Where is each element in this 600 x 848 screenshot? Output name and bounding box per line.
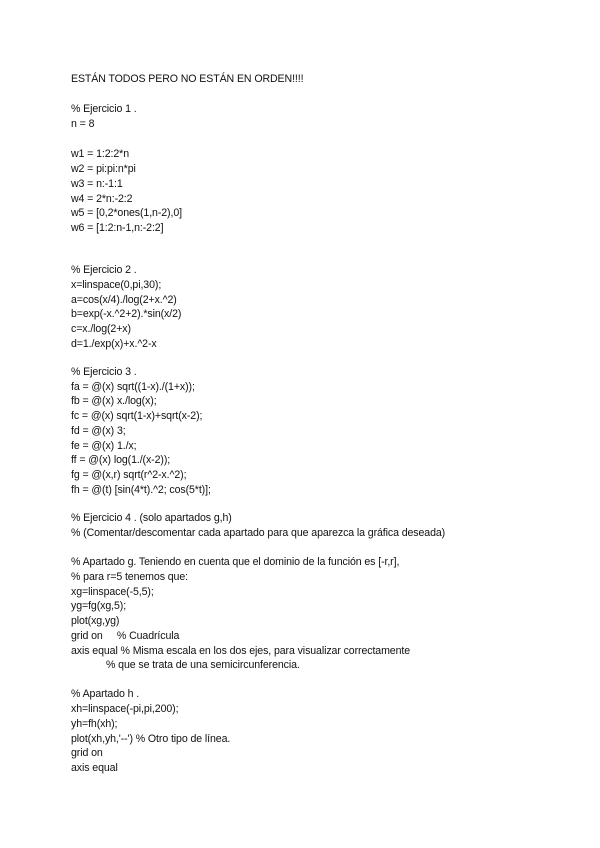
code-line: axis equal % Misma escala en los dos ejes, para visualizar correctamente: [71, 645, 411, 657]
code-line: plot(xh,yh,'--') % Otro tipo de línea.: [71, 733, 231, 745]
code-line: yh=fh(xh);: [71, 718, 118, 730]
code-line: w6 = [1:2:n-1,n:-2:2]: [71, 222, 164, 234]
code-line: fb = @(x) x./log(x);: [71, 395, 157, 407]
code-line: n = 8: [71, 118, 95, 130]
code-line: axis equal: [71, 762, 118, 774]
code-line: w1 = 1:2:2*n: [71, 148, 129, 160]
code-line: w2 = pi:pi:n*pi: [71, 163, 136, 175]
ex3-heading: % Ejercicio 3 .: [71, 366, 137, 378]
code-line: yg=fg(xg,5);: [71, 600, 127, 612]
code-line: % Apartado h .: [71, 688, 140, 700]
code-line: fc = @(x) sqrt(1-x)+sqrt(x-2);: [71, 410, 203, 422]
code-line: fd = @(x) 3;: [71, 425, 126, 437]
code-line: fg = @(x,r) sqrt(r^2-x.^2);: [71, 469, 187, 481]
code-line: x=linspace(0,pi,30);: [71, 279, 162, 291]
code-line: % para r=5 tenemos que:: [71, 571, 188, 583]
code-line: w5 = [0,2*ones(1,n-2),0]: [71, 207, 182, 219]
code-line: c=x./log(2+x): [71, 323, 131, 335]
ex1-heading: % Ejercicio 1 .: [71, 103, 137, 115]
ex4-comment: % (Comentar/descomentar cada apartado para que aparezca la gráfica deseada): [71, 527, 446, 539]
ex4-heading: % Ejercicio 4 . (solo apartados g,h): [71, 512, 232, 524]
code-line: b=exp(-x.^2+2).*sin(x/2): [71, 308, 182, 320]
code-line: plot(xg,yg): [71, 615, 120, 627]
code-line: grid on % Cuadrícula: [71, 630, 180, 642]
code-line: w4 = 2*n:-2:2: [71, 193, 133, 205]
code-line: grid on: [71, 747, 103, 759]
code-line: fe = @(x) 1./x;: [71, 440, 137, 452]
code-line: a=cos(x/4)./log(2+x.^2): [71, 294, 177, 306]
code-line-indented: % que se trata de una semicircunferencia.: [106, 659, 300, 671]
code-line: fh = @(t) [sin(4*t).^2; cos(5*t)];: [71, 484, 211, 496]
code-line: % Apartado g. Teniendo en cuenta que el dominio de la función es [-r,r],: [71, 556, 400, 568]
code-line: fa = @(x) sqrt((1-x)./(1+x));: [71, 381, 195, 393]
code-line: w3 = n:-1:1: [71, 178, 123, 190]
code-line: xg=linspace(-5,5);: [71, 586, 154, 598]
ex2-heading: % Ejercicio 2 .: [71, 264, 137, 276]
code-line: ff = @(x) log(1./(x-2));: [71, 454, 171, 466]
code-line: xh=linspace(-pi,pi,200);: [71, 703, 179, 715]
code-line: d=1./exp(x)+x.^2-x: [71, 338, 157, 350]
document-title: ESTÁN TODOS PERO NO ESTÁN EN ORDEN!!!!: [71, 73, 304, 85]
